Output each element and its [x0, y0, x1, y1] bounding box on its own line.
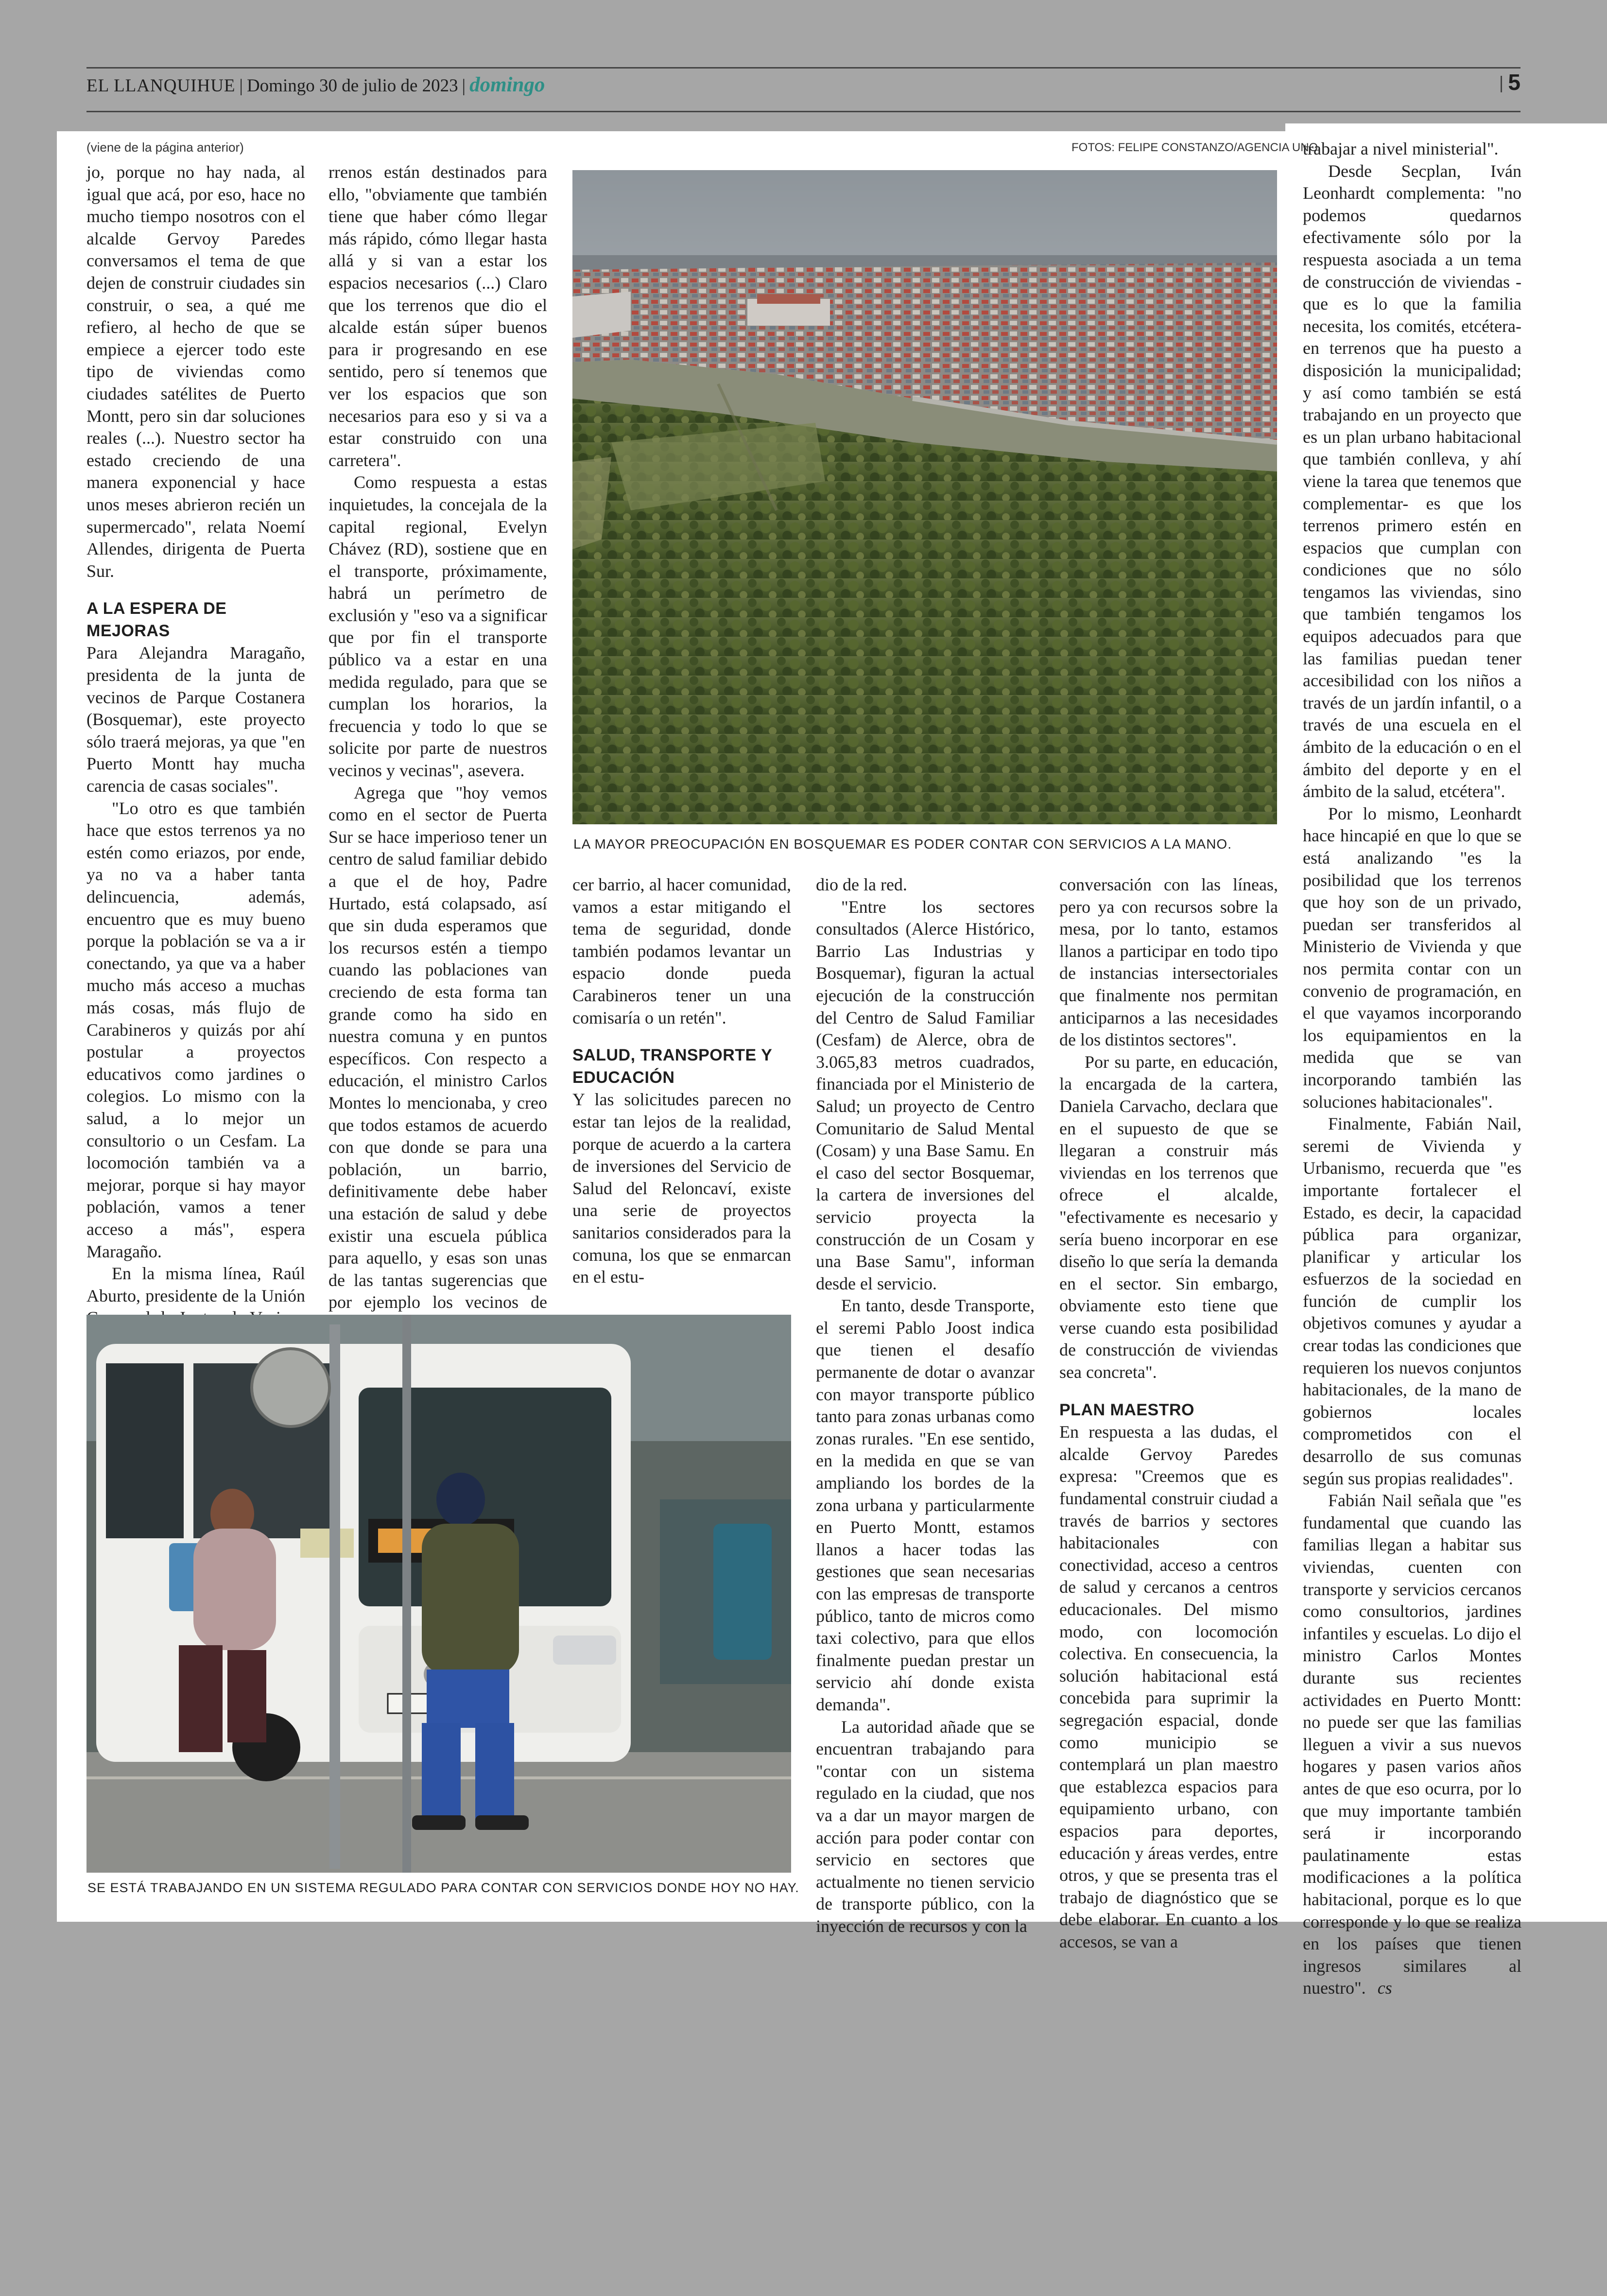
article-column-5: [1059, 874, 1278, 1953]
section-heading: SALUD, TRANSPORTE Y EDUCACIÓN: [572, 1046, 772, 1087]
photo-credit: FOTOS: FELIPE CONSTANZO/AGENCIA UNO: [1071, 141, 1318, 154]
top-photo-caption: LA MAYOR PREOCUPACIÓN EN BOSQUEMAR ES PODER CONTAR CON SERVICIOS A LA MANO.: [573, 836, 1232, 852]
article-paragraph: rrenos están destinados para ello, "obviamente que también tiene que haber cómo llegar más rápido, cómo llegar hasta allá y si van a estar los espacios necesarios (...) Claro que los terrenos que dio el alcalde están súper buenos para ir progresando en ese sentido, pero sí tenemos que ver los espacios que son necesarios para eso y si va a estar construido con una carretera".: [328, 162, 547, 470]
article-paragraph: jo, porque no hay nada, al igual que acá, por eso, hace no mucho tiempo nosotros con el alcalde Gervoy Paredes conversamos el tema de que dejen de construir ciudades sin construir, o sea, a qué me refiero, al hecho de que se empiece a ejercer todo este tipo de viviendas como ciudades satélites de Puerto Montt, pero sin dar soluciones reales (...). Nuestro sector ha estado creciendo de una manera exponencial y hace unos meses abrieron recién un supermercado", relata Noemí Allendes, dirigenta de Puerta Sur.: [86, 162, 305, 581]
continued-note: (viene de la página anterior): [86, 140, 244, 155]
article-paragraph: Para Alejandra Maragaño, presidenta de la junta de vecinos de Parque Costanera (Bosquemar), este proyecto sólo traerá mejoras, ya que "en Puerto Montt hay mucha carencia de casas sociales".: [86, 643, 305, 796]
article-paragraph: "Entre los sectores consultados (Alerce Histórico, Barrio Las Industrias y Bosquemar), figuran la actual ejecución de la construcción del Centro de Salud Familiar (Cesfam) de Alerce, obra de 3.065,83 metros cuadrados, financiada por el Ministerio de Salud; un proyecto de Centro Comunitario de Salud Mental (Cosam) y una Base Samu. En el caso del sector Bosquemar, la cartera de inversiones del servicio proyecta la construcción de un Cosam y una Base Samu", informan desde el servicio.: [816, 897, 1035, 1293]
article-paragraph: cer barrio, al hacer comunidad, vamos a estar mitigando el tema de seguridad, donde también podamos levantar un espacio donde pueda Carabineros tener un una comisaría o un retén".: [572, 875, 791, 1027]
article-paragraph: En respuesta a las dudas, el alcalde Gervoy Paredes expresa: "Creemos que es fundamental construir ciudad a través de barrios y sectores habitacionales con conectividad, acceso a centros de salud y cercanos a centros educacionales. Del mismo modo, con locomoción colectiva. En consecuencia, la solución habitacional está concebida para suprimir la segregación espacial, donde como municipio se contemplará un plan maestro que establezca espacios para equipamiento urbano, con espacios para deportes, educación y áreas verdes, entre otros, y que se presenta tras el trabajo de diagnóstico que se debe elaborar. En cuanto a los accesos, se van a: [1059, 1422, 1278, 1951]
section-brand: domingo: [469, 73, 545, 96]
article-column-6: [1303, 138, 1521, 2000]
article-paragraph: trabajar a nivel ministerial".: [1303, 139, 1499, 158]
bottom-photo-caption: SE ESTÁ TRABAJANDO EN UN SISTEMA REGULADO PARA CONTAR CON SERVICIOS DONDE HOY NO HAY.: [87, 1880, 799, 1895]
aerial-housing-and-vacant-land-photo: [572, 170, 1277, 824]
article-paragraph: dio de la red.: [816, 875, 907, 894]
newspaper-name: EL LLANQUIHUE: [86, 76, 236, 96]
article-paragraph: Por lo mismo, Leonhardt hace hincapié en que lo que se está analizando "es la posibilidad que los terrenos que hoy son de un privado, puedan ser transferidos al Ministerio de Vivienda y que nos permita contar con un convenio de programación, en el que vayamos incorporando los equipamientos en la medida que se van incorporando también las soluciones habitacionales".: [1303, 803, 1521, 1112]
article-paragraph: Y las solicitudes parecen no estar tan lejos de la realidad, porque de acuerdo a la cartera de inversiones del Servicio de Salud del Reloncaví, existe una serie de proyectos sanitarios considerados para la comuna, los que se enmarcan en el estu-: [572, 1090, 791, 1287]
article-end-mark: cs: [1377, 1978, 1392, 1998]
article-column-4: [816, 874, 1035, 1938]
issue-date: Domingo 30 de julio de 2023: [246, 76, 458, 96]
article-paragraph: Desde Secplan, Iván Leonhardt complementa: "no podemos quedarnos efectivamente sólo por la respuesta asociada a un tema de construcción de viviendas -que es lo que la familia necesita, los comités, etcétera- en terrenos que ha puesto a disposición la municipalidad; y así como también se está trabajando en un proyecto que es un plan urbano habitacional que también conlleva, y ahí viene la tarea que tenemos que complementar- es que los terrenos primero estén en espacios que cumplan con condiciones que no sólo tengamos las viviendas, sino que también tengamos los equipos adecuados para que las familias puedan tener accesibilidad con los niños a través de un jardín infantil, o a través de una escuela en el ámbito de la educación o en el ámbito del deporte y en el ámbito de la salud, etcétera".: [1303, 161, 1521, 801]
article-paragraph: Por su parte, en educación, la encargada de la cartera, Daniela Carvacho, declara que en el supuesto de que se llegaran a construir más viviendas en los terrenos que ofrece el alcalde, "efectivamente es necesario y sería bueno incorporar en ese diseño lo que sería la demanda en el sector. Sin embargo, obviamente esto tiene que verse cuando esta posibilidad de construcción de viviendas sea concreta".: [1059, 1052, 1278, 1382]
article-paragraph: Fabián Nail señala que "es fundamental que cuando las familias llegan a habitar sus viviendas, cuenten con transporte y servicios cercanos como consultorios, jardines infantiles y escuelas. Lo dijo el ministro Carlos Montes durante sus recientes actividades en Puerto Montt: no puede ser que las familias lleguen a vivir a sus nuevos hogares y pasen varios años antes de que eso ocurra, por lo que muy importante también será ir incorporando paulatinamente estas modificaciones a la política habitacional, porque es lo que corresponde y lo que se realiza en los países que tienen ingresos similares al nuestro". cs: [1303, 1491, 1521, 1998]
article-paragraph: Finalmente, Fabián Nail, seremi de Vivienda y Urbanismo, recuerda que "es importante fortalecer el Estado, es decir, la capacidad pública para organizar, planificar y articular los esfuerzos de la sociedad en función de cumplir los objetivos comunes y ayudar a crear todas las condiciones que requieren los nuevos conjuntos habitacionales, de la mano de gobiernos locales comprometidos con el desarrollo de sus comunas según sus propias realidades".: [1303, 1114, 1521, 1488]
page-number: 5: [1501, 69, 1521, 95]
section-heading: PLAN MAESTRO: [1059, 1400, 1194, 1419]
bus-passengers-photo: [86, 1315, 791, 1873]
article-paragraph: "Lo otro es que también hace que estos terrenos ya no estén como eriazos, por ende, ya no va a haber tanta delincuencia, además, encuentro que es muy bueno porque la población se va a ir conectando, ya que va a haber mucho más acceso a muchas más cosas, más flujo de Carabineros y quizás por ahí postular a proyectos educativos como jardines o colegios. Lo mismo con la salud, a lo mejor un consultorio o un Cesfam. La locomoción también va a mejorar, porque si hay mayor población, vamos a tener acceso a más", espera Maragaño.: [86, 798, 305, 1261]
aerial-photo-art: [572, 170, 1277, 824]
article-paragraph: Como respuesta a estas inquietudes, la concejala de la capital regional, Evelyn Chávez (RD), sostiene que en el transporte, próximamente, habrá un perímetro de exclusión y "eso va a significar que por fin el transporte público va a estar en una medida regulado, para que se cumplan los horarios, la frecuencia y todo lo que se solicite por parte de nuestros vecinos y vecinas", asevera.: [328, 472, 547, 781]
bus-photo-art: [86, 1315, 791, 1873]
masthead-top-rule: [86, 67, 1521, 69]
article-paragraph: En tanto, desde Transporte, el seremi Pablo Joost indica que tienen el desafío permanente de dotar o avanzar con mayor transporte público tanto para zonas urbanas como zonas rurales. "En ese sentido, en la medida en que se van ampliando los bordes de la zona urbana y particularmente en Puerto Montt, estamos llanos a hacer todas las gestiones que sean necesarias con las empresas de transporte público, tanto de micros como taxi colectivo, para que ellos finalmente puedan prestar un servicio ahí donde exista demanda".: [816, 1296, 1035, 1714]
article-column-3: [572, 874, 791, 1288]
article-paragraph: conversación con las líneas, pero ya con recursos sobre la mesa, por lo tanto, estamos llanos a participar en todo tipo de instancias intersectoriales que finalmente nos permitan anticiparnos a las necesidades de los distintos sectores".: [1059, 875, 1278, 1050]
article-column-2: [328, 161, 547, 1358]
section-heading: A LA ESPERA DE MEJORAS: [86, 599, 227, 640]
article-paragraph: Agrega que "hoy vemos como en el sector de Puerta Sur se hace imperioso tener un centro de salud familiar debido a que el de hoy, Padre Hurtado, está colapsado, así que sin duda esperamos que los recursos estén a tiempo cuando las poblaciones van creciendo de esta forma tan grande como ha sido en nuestra comuna y en puntos específicos. Con respecto a educación, el ministro Carlos Montes lo mencionaba, y creo que todos estamos de acuerdo con que donde se para una población, un barrio, definitivamente debe haber una estación de salud y debe existir una escuela pública para aquello, y esas son unas de las tantas sugerencias que por ejemplo los vecinos de: [328, 783, 547, 1312]
masthead-bottom-rule: [86, 111, 1521, 112]
article-column-1: [86, 161, 305, 1351]
masthead: EL LLANQUIHUE | Domingo 30 de julio de 2023 | domingo 5: [86, 70, 1521, 96]
article-paragraph: En la misma línea, Raúl Aburto, presidente de la Unión: [86, 1264, 305, 1305]
article-paragraph: La autoridad añade que se encuentran trabajando para "contar con un sistema regulado en la ciudad, que nos va a dar un mayor margen de acción para poder contar con servicio en sectores que actualmente no tienen servicio de transporte público, con la inyección de recursos y con la: [816, 1717, 1035, 1936]
